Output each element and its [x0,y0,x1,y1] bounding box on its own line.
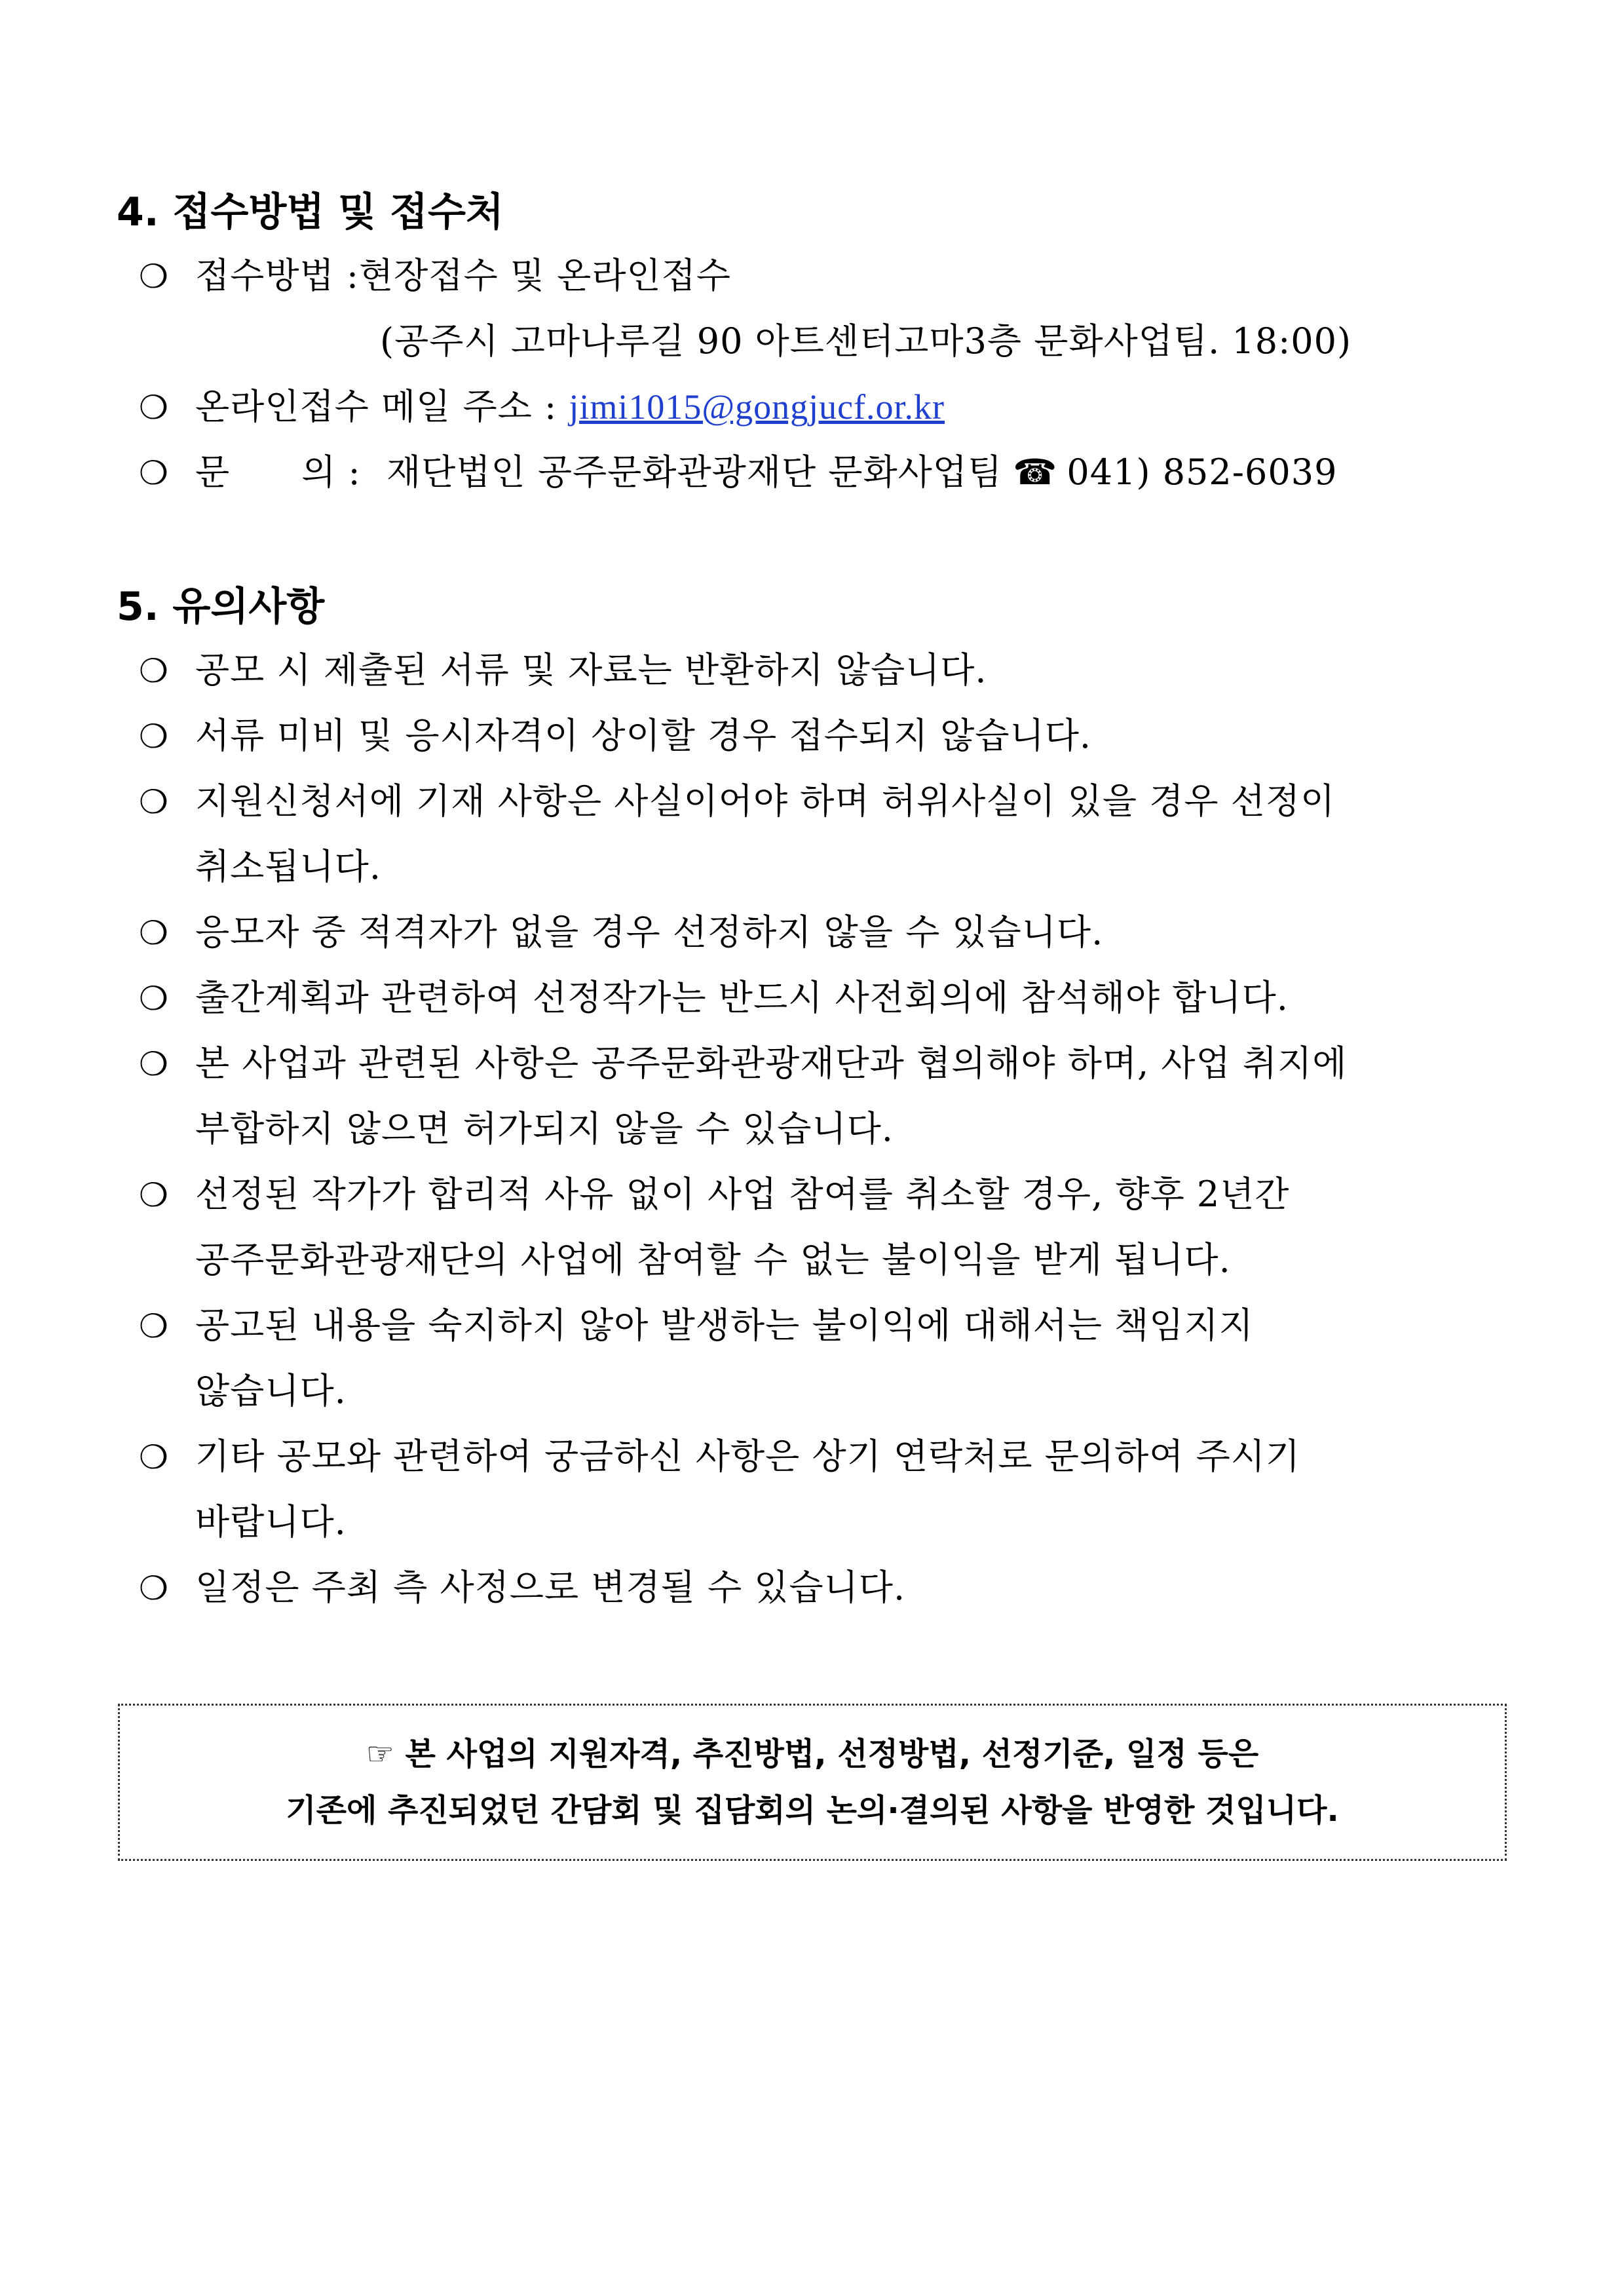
list-item-continuation: 공주문화관광재단의 사업에 참여할 수 없는 불이익을 받게 됩니다. [195,1239,1231,1280]
list-item [139,1172,1290,1218]
bullet-circle-icon: ❍ [139,1569,169,1607]
notice-line-1: ☞ 본 사업의 지원자격, 추진방법, 선정방법, 선정기준, 일정 등은 [366,1736,1259,1772]
list-item [139,647,987,694]
bullet-circle-icon: ❍ [139,389,169,427]
bullet-circle-icon: ❍ [139,1045,169,1083]
address-line: (공주시 고마나루길 90 아트센터고마3층 문화사업팀. 18:00) [380,320,1352,362]
list-item-text: 응모자 중 적격자가 없을 경우 선정하지 않을 수 있습니다. [195,911,1104,953]
list-item-continuation: 바랍니다. [195,1501,347,1542]
list-item-continuation: 않습니다. [195,1370,347,1411]
email-label: 온라인접수 메일 주소 : [195,386,557,427]
bullet-circle-icon: ❍ [139,783,169,821]
method-label: 접수방법 : [195,255,360,296]
bullet-circle-icon: ❍ [139,1307,169,1345]
contact-phone: 041) 852-6039 [1067,451,1338,493]
contact-label: 문 의 : [195,451,361,493]
email-link[interactable]: jimi1015@gongjucf.or.kr [569,387,945,427]
list-item-email [139,384,945,430]
list-item [139,778,1335,825]
bullet-circle-icon: ❍ [139,1438,169,1476]
phone-icon: ☎ [1013,451,1058,493]
list-item-text: 지원신청서에 기재 사항은 사실이어야 하며 허위사실이 있을 경우 선정이 [195,780,1336,822]
contact-org: 재단법인 공주문화관광재단 문화사업팀 [387,451,1003,493]
list-item-continuation: 부합하지 않으면 허가되지 않을 수 있습니다. [195,1108,894,1149]
list-item-text: 일정은 주최 측 사정으로 변경될 수 있습니다. [195,1567,906,1608]
list-item [139,975,1289,1022]
method-value: 현장접수 및 온라인접수 [359,255,731,296]
list-item [139,1041,1347,1087]
list-item [139,1434,1300,1480]
list-item-continuation: 취소됩니다. [195,846,381,887]
list-item-text: 공고된 내용을 숙지하지 않아 발생하는 불이익에 대해서는 책임지지 [195,1305,1254,1346]
bullet-circle-icon: ❍ [139,652,169,690]
list-item-text: 본 사업과 관련된 사항은 공주문화관광재단과 협의해야 하며, 사업 취지에 [195,1043,1348,1084]
list-item [139,909,1103,956]
list-item-contact [139,450,1337,496]
section-4-heading: 4. 접수방법 및 접수처 [117,189,504,235]
bullet-circle-icon: ❍ [139,980,169,1018]
section-5-heading: 5. 유의사항 [117,584,325,630]
list-item-text: 서류 미비 및 응시자격이 상이할 경우 접수되지 않습니다. [195,715,1092,756]
list-item-text: 기타 공모와 관련하여 궁금하신 사항은 상기 연락처로 문의하여 주시기 [195,1436,1301,1477]
list-item [139,1565,905,1611]
notice-line-2: 기존에 추진되었던 간담회 및 집담회의 논의·결의된 사항을 반영한 것입니다. [286,1792,1339,1829]
list-item-text: 출간계획과 관련하여 선정작가는 반드시 사전회의에 참석해야 합니다. [195,977,1289,1018]
list-item-text: 공모 시 제출된 서류 및 자료는 반환하지 않습니다. [195,649,987,691]
notice-box [118,1704,1507,1861]
list-item [139,713,1091,759]
bullet-circle-icon: ❍ [139,914,169,952]
bullet-circle-icon: ❍ [139,258,169,296]
bullet-circle-icon: ❍ [139,718,169,756]
list-item-method [139,253,731,299]
list-item [139,1303,1254,1349]
bullet-circle-icon: ❍ [139,454,169,492]
bullet-circle-icon: ❍ [139,1176,169,1214]
list-item-text: 선정된 작가가 합리적 사유 없이 사업 참여를 취소할 경우, 향후 2년간 [195,1174,1290,1215]
